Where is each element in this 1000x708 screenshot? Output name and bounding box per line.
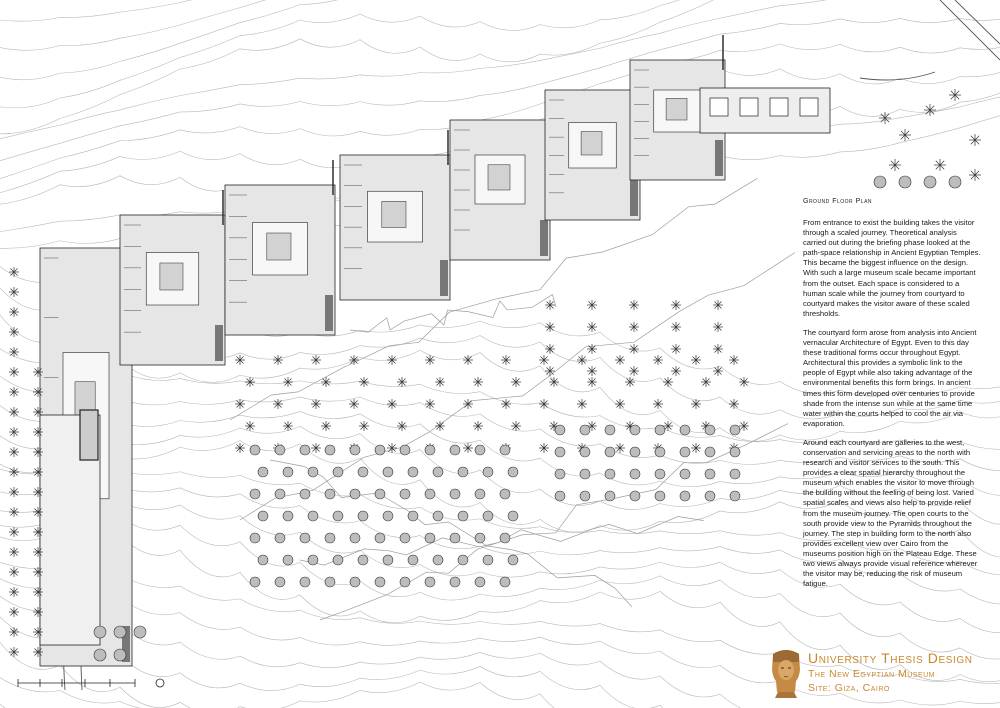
palm-tree (577, 399, 587, 409)
palm-tree (587, 366, 597, 376)
palm-tree (33, 407, 43, 417)
plan-caption: Ground Floor Plan (803, 198, 873, 205)
scale-bar (18, 679, 164, 687)
round-tree (924, 176, 936, 188)
round-tree (475, 533, 485, 543)
round-tree (325, 445, 335, 455)
palm-tree (671, 322, 681, 332)
palm-tree (969, 134, 981, 146)
round-tree (508, 511, 518, 521)
round-tree (580, 469, 590, 479)
round-tree (383, 467, 393, 477)
palm-tree (33, 447, 43, 457)
round-tree (350, 533, 360, 543)
palm-tree (273, 355, 283, 365)
palm-tree (701, 377, 711, 387)
palm-tree (9, 547, 19, 557)
round-tree (375, 489, 385, 499)
palm-tree (387, 443, 397, 453)
palm-tree (739, 421, 749, 431)
round-tree (325, 533, 335, 543)
palm-tree (9, 467, 19, 477)
palm-tree (311, 399, 321, 409)
round-tree (308, 511, 318, 521)
round-tree (258, 555, 268, 565)
round-tree (475, 577, 485, 587)
round-tree (605, 469, 615, 479)
palm-tree (539, 399, 549, 409)
contour-line (0, 0, 1000, 51)
contour-line (0, 702, 1000, 708)
round-tree (705, 425, 715, 435)
round-tree (333, 511, 343, 521)
palm-tree (435, 421, 445, 431)
core (630, 180, 638, 216)
description-paragraph: The courtyard form arose from analysis into Ancient vernacular Architecture of Egypt. Even to this day these traditional forms occur throughout Egypt. Architectural this provides a symbolic link to the people of Egypt while also taking advantage of the environmental benefits this form brings. In ancient times this form developed over centuries to provide shade from the intense sun while at the same time water within the courts helped to cool the air via evaporation. (803, 327, 977, 428)
palm-tree (577, 355, 587, 365)
palm-tree (473, 421, 483, 431)
round-tree (475, 445, 485, 455)
round-tree (433, 467, 443, 477)
round-tree (308, 467, 318, 477)
pavilion-court (800, 98, 818, 116)
palm-tree (9, 627, 19, 637)
palm-tree (9, 407, 19, 417)
palm-tree (713, 300, 723, 310)
round-tree (500, 533, 510, 543)
round-tree (555, 425, 565, 435)
palm-tree (924, 104, 936, 116)
core (715, 140, 723, 176)
pavilion-court (710, 98, 728, 116)
palm-tree (615, 443, 625, 453)
palm-tree (321, 377, 331, 387)
palm-tree (245, 421, 255, 431)
palm-tree (9, 607, 19, 617)
round-tree (250, 577, 260, 587)
palm-tree (311, 355, 321, 365)
palm-tree (9, 347, 19, 357)
round-tree (308, 555, 318, 565)
round-tree (400, 533, 410, 543)
palm-tree (549, 377, 559, 387)
round-tree (605, 491, 615, 501)
palm-tree (949, 89, 961, 101)
round-tree (630, 491, 640, 501)
round-tree (333, 555, 343, 565)
round-tree (605, 447, 615, 457)
round-tree (450, 577, 460, 587)
title-block (769, 648, 994, 700)
palm-tree (729, 399, 739, 409)
palm-tree (663, 377, 673, 387)
palm-tree (33, 527, 43, 537)
palm-tree (9, 327, 19, 337)
round-tree (300, 445, 310, 455)
palm-tree (629, 344, 639, 354)
road-edge (860, 72, 935, 80)
palm-tree (9, 387, 19, 397)
round-tree (425, 577, 435, 587)
palm-tree (273, 399, 283, 409)
round-tree (325, 577, 335, 587)
north-arrow-icon (156, 679, 164, 687)
round-tree (630, 425, 640, 435)
round-tree (433, 555, 443, 565)
palm-tree (425, 399, 435, 409)
palm-tree (615, 355, 625, 365)
round-tree (655, 469, 665, 479)
palm-tree (9, 507, 19, 517)
round-tree (358, 511, 368, 521)
palm-tree (879, 112, 891, 124)
palm-tree (587, 322, 597, 332)
palm-tree (245, 377, 255, 387)
round-tree (425, 533, 435, 543)
palm-tree (899, 129, 911, 141)
palm-tree (889, 159, 901, 171)
palm-tree (511, 377, 521, 387)
round-tree (250, 445, 260, 455)
palm-tree (283, 377, 293, 387)
palm-tree (934, 159, 946, 171)
palm-tree (729, 355, 739, 365)
entry-kiosk (80, 410, 98, 460)
palm-tree (9, 447, 19, 457)
palm-tree (349, 399, 359, 409)
palm-tree (33, 587, 43, 597)
palm-tree (9, 647, 19, 657)
palm-tree (33, 387, 43, 397)
palm-tree (33, 507, 43, 517)
palm-tree (311, 443, 321, 453)
round-tree (555, 447, 565, 457)
palm-tree (235, 355, 245, 365)
palm-tree (33, 607, 43, 617)
site-location: Site: Giza, Cairo (808, 682, 890, 694)
courtyard-pool (382, 201, 406, 227)
palm-tree (425, 355, 435, 365)
courtyard-pool (581, 132, 602, 155)
contour-line (0, 0, 1000, 23)
palm-tree (397, 377, 407, 387)
round-tree (655, 491, 665, 501)
core (215, 325, 223, 361)
round-tree (408, 467, 418, 477)
palm-tree (545, 300, 555, 310)
palm-tree (671, 344, 681, 354)
round-tree (580, 491, 590, 501)
round-tree (555, 491, 565, 501)
palm-tree (435, 377, 445, 387)
palm-tree (501, 355, 511, 365)
palm-tree (671, 366, 681, 376)
round-tree (358, 467, 368, 477)
round-tree (375, 445, 385, 455)
round-tree (705, 491, 715, 501)
round-tree (408, 555, 418, 565)
round-tree (508, 467, 518, 477)
palm-tree (9, 427, 19, 437)
round-tree (680, 447, 690, 457)
round-tree (425, 445, 435, 455)
palm-tree (545, 344, 555, 354)
palm-tree (33, 487, 43, 497)
courtyard-pool (267, 233, 291, 260)
design-description (803, 218, 981, 598)
round-tree (458, 555, 468, 565)
contour-line (0, 0, 1000, 110)
round-tree (483, 555, 493, 565)
round-tree (483, 467, 493, 477)
round-tree (375, 533, 385, 543)
palm-tree (9, 367, 19, 377)
palm-tree (397, 421, 407, 431)
round-tree (333, 467, 343, 477)
round-tree (483, 511, 493, 521)
palm-tree (235, 399, 245, 409)
palm-tree (33, 367, 43, 377)
palm-tree (587, 377, 597, 387)
round-tree (325, 489, 335, 499)
description-paragraph: From entrance to exist the building takes the visitor through a scaled journey. Theoretical analysis carried out during the briefing phase looked at the path-space relationship in Ancient Egyptian Temples. This became the biggest influence on the design. With such a large museum scale became important from the outset. Each space is considered to a human scale while the journey from courtyard to courtyard makes the visitor aware of these scaled thresholds. (803, 218, 981, 318)
palm-tree (691, 355, 701, 365)
round-tree (258, 511, 268, 521)
palm-tree (545, 322, 555, 332)
palm-tree (283, 421, 293, 431)
round-tree (680, 425, 690, 435)
round-tree (899, 176, 911, 188)
round-tree (433, 511, 443, 521)
round-tree (283, 555, 293, 565)
palm-tree (739, 377, 749, 387)
palm-tree (33, 647, 43, 657)
courtyard-pool (160, 263, 183, 290)
palm-tree (9, 267, 19, 277)
palm-tree (629, 300, 639, 310)
round-tree (300, 489, 310, 499)
palm-tree (463, 443, 473, 453)
palm-tree (9, 287, 19, 297)
palm-tree (713, 366, 723, 376)
palm-tree (713, 322, 723, 332)
palm-tree (671, 300, 681, 310)
round-tree (500, 445, 510, 455)
round-tree (375, 577, 385, 587)
round-tree (730, 469, 740, 479)
round-tree (508, 555, 518, 565)
round-tree (283, 467, 293, 477)
round-tree (630, 447, 640, 457)
palm-tree (587, 300, 597, 310)
round-tree (350, 445, 360, 455)
round-tree (400, 445, 410, 455)
round-tree (275, 445, 285, 455)
palm-tree (691, 399, 701, 409)
core (440, 260, 448, 296)
palm-tree (511, 421, 521, 431)
round-tree (874, 176, 886, 188)
palm-tree (33, 467, 43, 477)
palm-tree (653, 399, 663, 409)
palm-tree (545, 366, 555, 376)
palm-tree (501, 399, 511, 409)
palm-tree (9, 487, 19, 497)
round-tree (408, 511, 418, 521)
round-tree (705, 447, 715, 457)
palm-tree (9, 307, 19, 317)
round-tree (730, 425, 740, 435)
round-tree (114, 626, 126, 638)
palm-tree (349, 355, 359, 365)
palm-tree (359, 421, 369, 431)
contour-line (0, 0, 1000, 81)
palm-tree (9, 587, 19, 597)
palm-tree (235, 443, 245, 453)
round-tree (275, 577, 285, 587)
round-tree (250, 489, 260, 499)
round-tree (500, 577, 510, 587)
round-tree (300, 533, 310, 543)
round-tree (555, 469, 565, 479)
round-tree (475, 489, 485, 499)
palm-tree (9, 527, 19, 537)
round-tree (300, 577, 310, 587)
palm-tree (359, 377, 369, 387)
round-tree (450, 445, 460, 455)
round-tree (730, 491, 740, 501)
round-tree (350, 577, 360, 587)
round-tree (655, 447, 665, 457)
core (540, 220, 548, 256)
round-tree (425, 489, 435, 499)
round-tree (705, 469, 715, 479)
palm-tree (653, 355, 663, 365)
round-tree (275, 533, 285, 543)
palm-tree (539, 355, 549, 365)
round-tree (580, 425, 590, 435)
round-tree (134, 626, 146, 638)
round-tree (258, 467, 268, 477)
round-tree (450, 489, 460, 499)
round-tree (283, 511, 293, 521)
round-tree (949, 176, 961, 188)
palm-tree (33, 547, 43, 557)
courtyard-pool (488, 165, 510, 190)
palm-tree (321, 421, 331, 431)
pavilion-court (770, 98, 788, 116)
round-tree (680, 491, 690, 501)
project-title: The New Egyptian Museum (808, 668, 936, 680)
round-tree (400, 577, 410, 587)
palm-tree (387, 399, 397, 409)
palm-tree (33, 627, 43, 637)
round-tree (500, 489, 510, 499)
palm-tree (615, 399, 625, 409)
round-tree (680, 469, 690, 479)
palm-tree (463, 355, 473, 365)
round-tree (358, 555, 368, 565)
round-tree (458, 467, 468, 477)
round-tree (605, 425, 615, 435)
round-tree (580, 447, 590, 457)
thesis-title: University Thesis Design (808, 650, 973, 666)
round-tree (383, 555, 393, 565)
pavilion-court (740, 98, 758, 116)
courtyard-pool (666, 98, 687, 120)
palm-tree (387, 355, 397, 365)
palm-tree (539, 443, 549, 453)
palm-tree (463, 399, 473, 409)
palm-tree (691, 443, 701, 453)
round-tree (450, 533, 460, 543)
round-tree (275, 489, 285, 499)
round-tree (94, 626, 106, 638)
palm-tree (625, 377, 635, 387)
palm-tree (33, 427, 43, 437)
round-tree (630, 469, 640, 479)
palm-tree (629, 322, 639, 332)
palm-tree (9, 567, 19, 577)
palm-tree (473, 377, 483, 387)
round-tree (114, 649, 126, 661)
palm-tree (629, 366, 639, 376)
round-tree (655, 425, 665, 435)
core (325, 295, 333, 331)
boundary-line (320, 424, 788, 620)
palm-tree (587, 344, 597, 354)
palm-tree (969, 169, 981, 181)
palm-tree (33, 567, 43, 577)
round-tree (350, 489, 360, 499)
round-tree (730, 447, 740, 457)
palm-tree (713, 344, 723, 354)
round-tree (458, 511, 468, 521)
description-paragraph: Around each courtyard are galleries to the west, conservation and servicing areas to the north with research and visitor services to the south. This provides a clear spatial hierarchy throughout the museum which enables the visitor to move through the building without the feeling of being lost. Varied spatial scales and views also help to provide relief from the museum journey. The open courts to the south provide view to the Pyramids throughout the journey. The step in building form to the north also provides excellent view over Cairo from the museums position high on the Plateau Edge. These two views always provide visual reference wherever the visitor may be, reducing the risk of museum fatigue. (803, 437, 978, 589)
round-tree (250, 533, 260, 543)
round-tree (383, 511, 393, 521)
pharaoh-bust-icon (769, 648, 803, 698)
round-tree (400, 489, 410, 499)
round-tree (94, 649, 106, 661)
